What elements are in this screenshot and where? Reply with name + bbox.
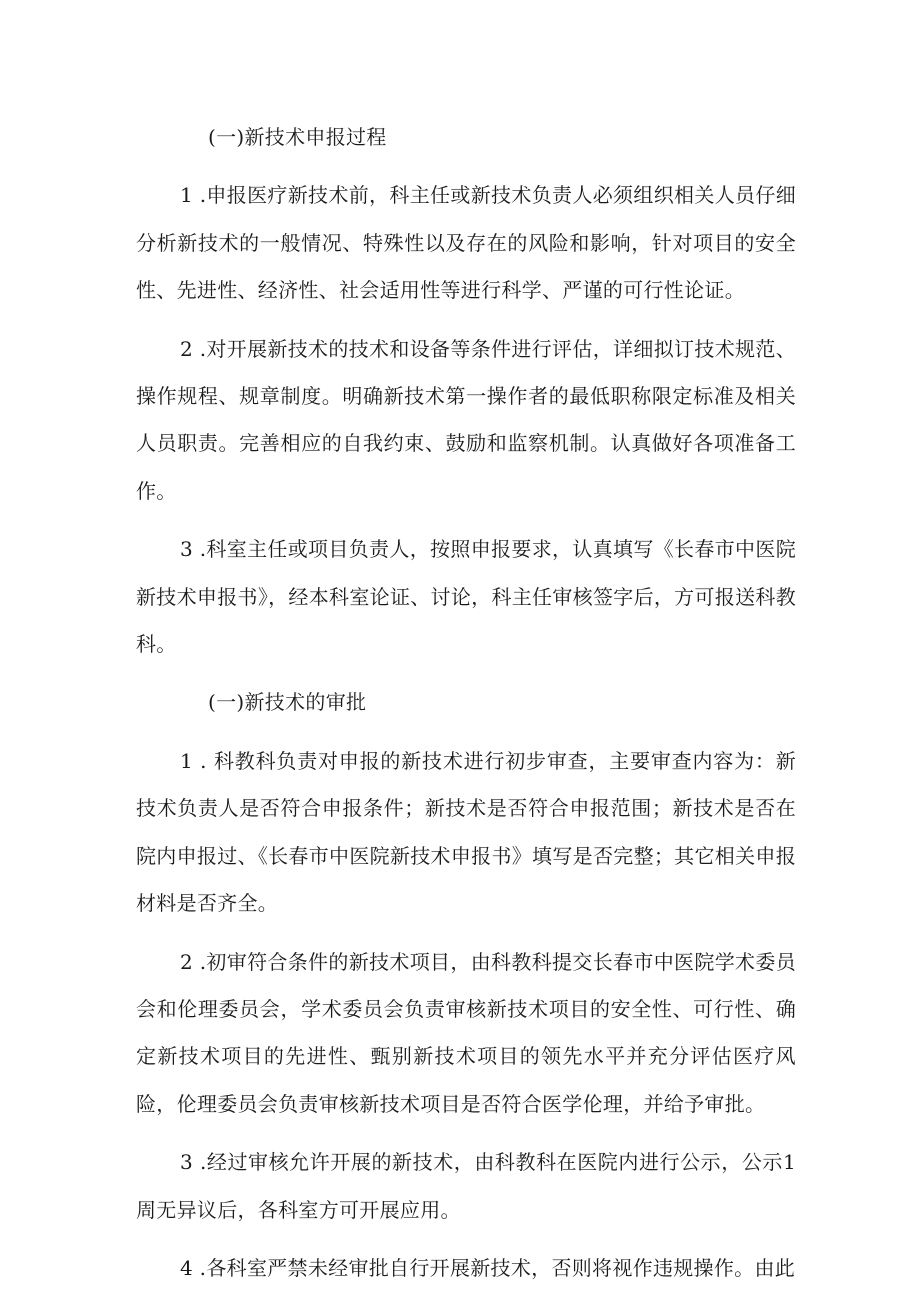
paragraph-report-2: 2 .对开展新技术的技术和设备等条件进行评估，详细拟订技术规范、操作规程、规章制度。明确新技术第一操作者的最低职称限定标准及相关人员职责。完善相应的自我约束、鼓励和监察机制。认真做好各项准备工作。 bbox=[136, 336, 796, 503]
paragraph-approval-4: 4 .各科室严禁未经审批自行开展新技术，否则将视作违规操作。由此 bbox=[180, 1255, 796, 1280]
section-heading-report-process: (一)新技术申报过程 bbox=[208, 125, 387, 149]
paragraph-report-1: 1 .申报医疗新技术前，科主任或新技术负责人必须组织相关人员仔细分析新技术的一般情况、特殊性以及存在的风险和影响，针对项目的安全性、先进性、经济性、社会适用性等进行科学、严谨的可行性论证。 bbox=[136, 183, 796, 303]
paragraph-approval-3: 3 .经过审核允许开展的新技术，由科教科在医院内进行公示，公示1周无异议后，各科室方可开展应用。 bbox=[136, 1150, 796, 1222]
section-heading-approval: (一)新技术的审批 bbox=[208, 690, 367, 715]
paragraph-approval-1: 1 . 科教科负责对申报的新技术进行初步审查，主要审查内容为：新技术负责人是否符合申报条件；新技术是否符合申报范围；新技术是否在院内申报过、《长春市中医院新技术申报书》填写是否完整；其它相关申报材料是否齐全。 bbox=[136, 748, 796, 916]
document-body bbox=[136, 114, 796, 1303]
paragraph-report-3: 3 .科室主任或项目负责人，按照申报要求，认真填写《长春市中医院新技术申报书》，经本科室论证、讨论，科主任审核签字后，方可报送科教科。 bbox=[136, 537, 796, 657]
paragraph-approval-2: 2 .初审符合条件的新技术项目，由科教科提交长春市中医院学术委员会和伦理委员会，学术委员会负责审核新技术项目的安全性、可行性、确定新技术项目的先进性、甄别新技术项目的领先水平并充分评估医疗风险，伦理委员会负责审核新技术项目是否符合医学伦理，并给予审批。 bbox=[136, 949, 796, 1116]
